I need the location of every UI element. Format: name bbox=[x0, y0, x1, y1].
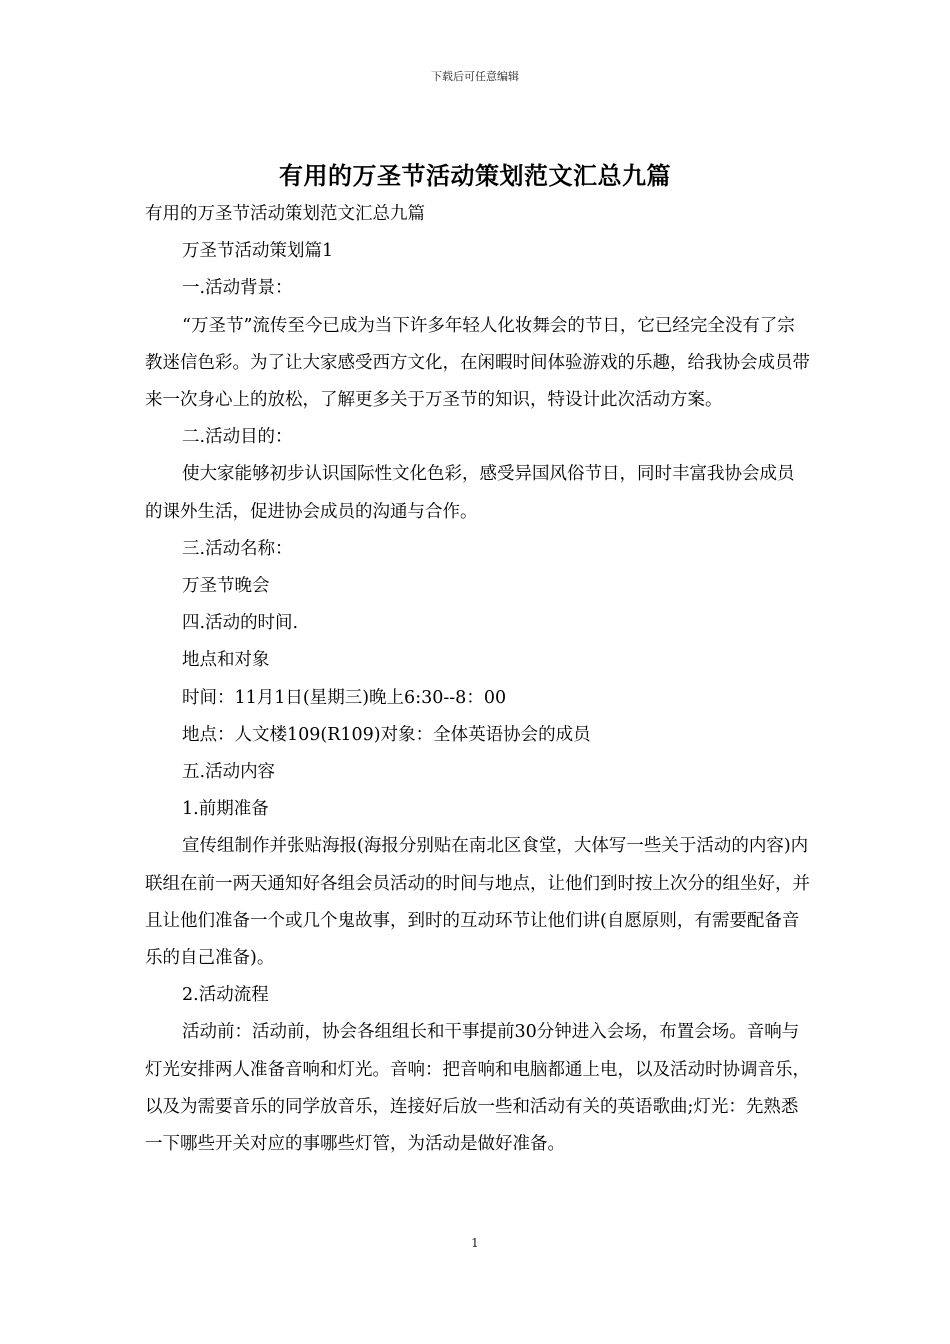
paragraph-4: 二.活动目的： bbox=[182, 427, 293, 448]
paragraph-10: 时间：11月1日(星期三)晚上6:30--8：00 bbox=[182, 687, 507, 708]
paragraph-8: 四.活动的时间. bbox=[182, 613, 299, 634]
paragraph-1: 万圣节活动策划篇1 bbox=[182, 241, 334, 262]
paragraph-14: 宣传组制作并张贴海报(海报分别贴在南北区食堂，大体写一些关于活动的内容)内联组在前一两天通知好各组会员活动的时间与地点，让他们到时按上次分的组坐好，并且让他们准备一个或几个鬼故事，到时的互动环节让他们讲(自愿原则，有需要配备音乐的自己准备)。 bbox=[145, 836, 810, 969]
paragraph-3: “万圣节”流传至今已成为当下许多年轻人化妆舞会的节日，它已经完全没有了宗教迷信色彩。为了让大家感受西方文化，在闲暇时间体验游戏的乐趣，给我协会成员带来一次身心上的放松，了解更多关于万圣节的知识，特设计此次活动方案。 bbox=[145, 315, 810, 411]
paragraph-7: 万圣节晚会 bbox=[182, 576, 270, 597]
page-number: 1 bbox=[471, 1236, 479, 1250]
paragraph-16: 活动前：活动前，协会各组组长和干事提前30分钟进入会场，布置会场。音响与灯光安排两人准备音响和灯光。音响：把音响和电脑都通上电，以及活动时协调音乐，以及为需要音乐的同学放音乐，连接好后放一些和活动有关的英语歌曲;灯光：先熟悉一下哪些开关对应的事哪些灯管，为活动是做好准备。 bbox=[145, 1022, 810, 1155]
document-title: 有用的万圣节活动策划范文汇总九篇 bbox=[279, 161, 671, 190]
paragraph-11: 地点：人文楼109(R109)对象：全体英语协会的成员 bbox=[182, 724, 591, 745]
paragraph-12: 五.活动内容 bbox=[182, 762, 276, 783]
paragraph-15: 2.活动流程 bbox=[182, 985, 269, 1006]
paragraph-5: 使大家能够初步认识国际性文化色彩，感受异国风俗节日，同时丰富我协会成员的课外生活，促进协会成员的沟通与合作。 bbox=[145, 464, 795, 522]
header-note: 下载后可任意编辑 bbox=[431, 70, 519, 83]
paragraph-2: 一.活动背景： bbox=[182, 278, 293, 299]
document-body bbox=[145, 196, 810, 1163]
paragraph-6: 三.活动名称： bbox=[182, 538, 293, 559]
paragraph-0: 有用的万圣节活动策划范文汇总九篇 bbox=[145, 204, 425, 224]
paragraph-13: 1.前期准备 bbox=[182, 799, 269, 820]
paragraph-9: 地点和对象 bbox=[182, 650, 270, 671]
